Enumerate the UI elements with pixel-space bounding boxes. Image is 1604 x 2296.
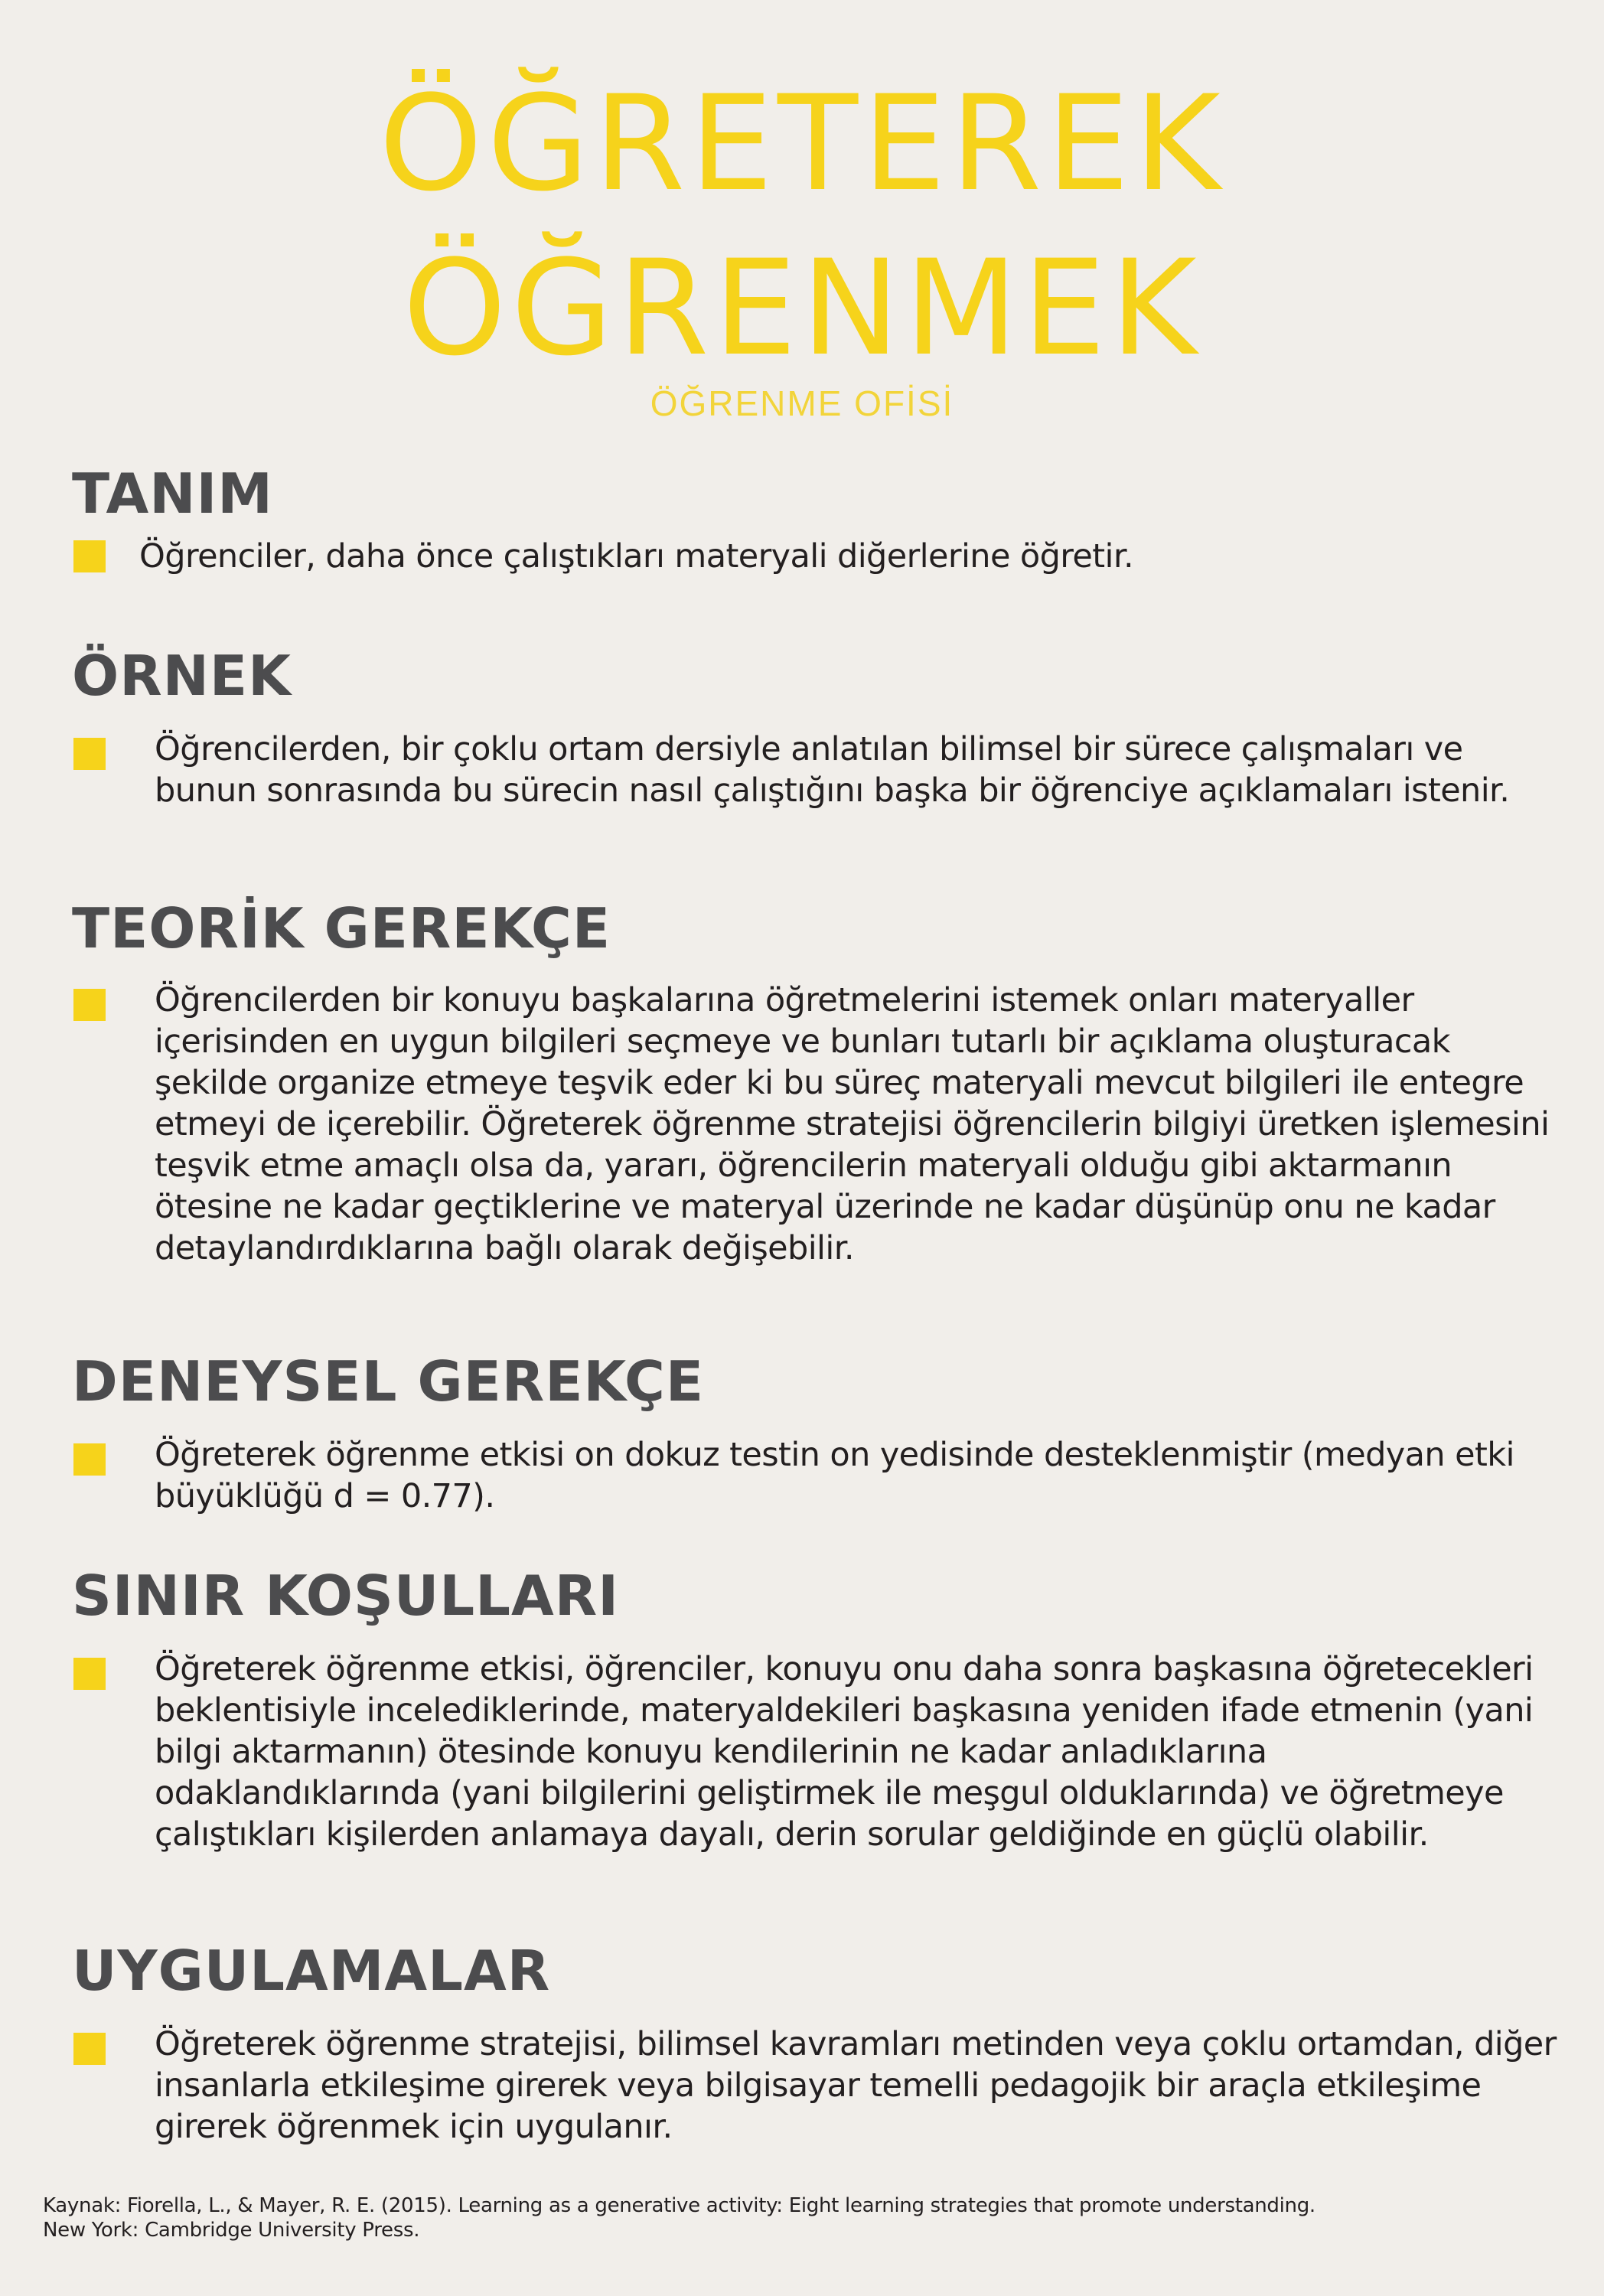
section-text: Öğreterek öğrenme etkisi on dokuz testin on yedisinde desteklenmiştir (medyan etki büyüklüğü d = 0.77). — [155, 1436, 1514, 1515]
citation-line-2: New York: Cambridge University Press. — [43, 2219, 420, 2242]
section-text: Öğreterek öğrenme etkisi, öğrenciler, konuyu onu daha sonra başkasına öğretecekleri beklentisiyle incelediklerinde, materyaldekileri başkasına yeniden ifade etmenin (yani bilgi aktarmanın) ötesinde konuyu kendilerinin ne kadar anladıklarına odaklandıklarında (yani bilgilerini geliştirmek ile meşgul olduklarında) ve öğretmeye çalıştıkları kişilerden anlamaya dayalı, derin sorular geldiğinde en güçlü olabilir. — [155, 1650, 1534, 1854]
poster-title — [0, 61, 1604, 390]
section-ornek — [72, 641, 1557, 811]
bullet-item — [72, 729, 1557, 811]
source-citation — [43, 2193, 1566, 2242]
section-text: Öğreterek öğrenme stratejisi, bilimsel kavramları metinden veya çoklu ortamdan, diğer insanlarla etkileşime girerek veya bilgisayar temelli pedagojik bir araçla etkileşime girerek öğrenmek için uygulanır. — [155, 2025, 1557, 2146]
bullet-item — [72, 1649, 1557, 1855]
section-uygulamalar — [72, 1936, 1557, 2148]
yellow-square-bullet-icon — [73, 1443, 106, 1476]
yellow-square-bullet-icon — [73, 2033, 106, 2065]
bullet-item — [72, 1434, 1557, 1517]
section-heading: TEORİK GEREKÇE — [72, 896, 611, 960]
section-sinir-kosullari — [72, 1561, 1557, 1855]
title-line-1: ÖĞRETEREK — [379, 67, 1225, 220]
bullet-item — [72, 536, 1557, 577]
section-heading: ÖRNEK — [72, 644, 292, 708]
section-teorik-gerekce — [72, 894, 1557, 1269]
bullet-item — [72, 2024, 1557, 2148]
section-heading: DENEYSEL GEREKÇE — [72, 1349, 704, 1414]
title-line-2: ÖĞRENMEK — [403, 231, 1201, 385]
subtitle: ÖĞRENME OFİSİ — [650, 383, 954, 423]
citation-line-1: Kaynak: Fiorella, L., & Mayer, R. E. (2015). Learning as a generative activity: Eight learning strategies that promote understanding. — [43, 2194, 1315, 2217]
section-deneysel-gerekce — [72, 1347, 1557, 1517]
section-text: Öğrenciler, daha önce çalıştıkları materyali diğerlerine öğretir. — [139, 537, 1134, 576]
bullet-item — [72, 980, 1557, 1269]
yellow-square-bullet-icon — [73, 989, 106, 1021]
section-text: Öğrencilerden, bir çoklu ortam dersiyle anlatılan bilimsel bir sürece çalışmaları ve bunun sonrasında bu sürecin nasıl çalıştığını başka bir öğrenciye açıklamaları istenir. — [155, 730, 1510, 810]
section-heading: TANIM — [72, 461, 273, 526]
yellow-square-bullet-icon — [73, 1658, 106, 1690]
yellow-square-bullet-icon — [73, 738, 106, 770]
section-text: Öğrencilerden bir konuyu başkalarına öğretmelerini istemek onları materyaller içerisinden en uygun bilgileri seçmeye ve bunları tutarlı bir açıklama oluşturacak şekilde organize etmeye teşvik eder ki bu süreç materyali mevcut bilgileri ile entegre etmeyi de içerebilir. Öğreterek öğrenme stratejisi öğrencilerin bilgiyi üretken işlemesini teşvik etme amaçlı olsa da, yararı, öğrencilerin materyali olduğu gibi aktarmanın ötesine ne kadar geçtiklerine ve materyal üzerinde ne kadar düşünüp onu ne kadar detaylandırdıklarına bağlı olarak değişebilir. — [155, 981, 1550, 1267]
section-heading: SINIR KOŞULLARI — [72, 1564, 619, 1628]
section-tanim — [72, 459, 1557, 577]
section-heading: UYGULAMALAR — [72, 1939, 551, 2003]
yellow-square-bullet-icon — [73, 540, 106, 572]
